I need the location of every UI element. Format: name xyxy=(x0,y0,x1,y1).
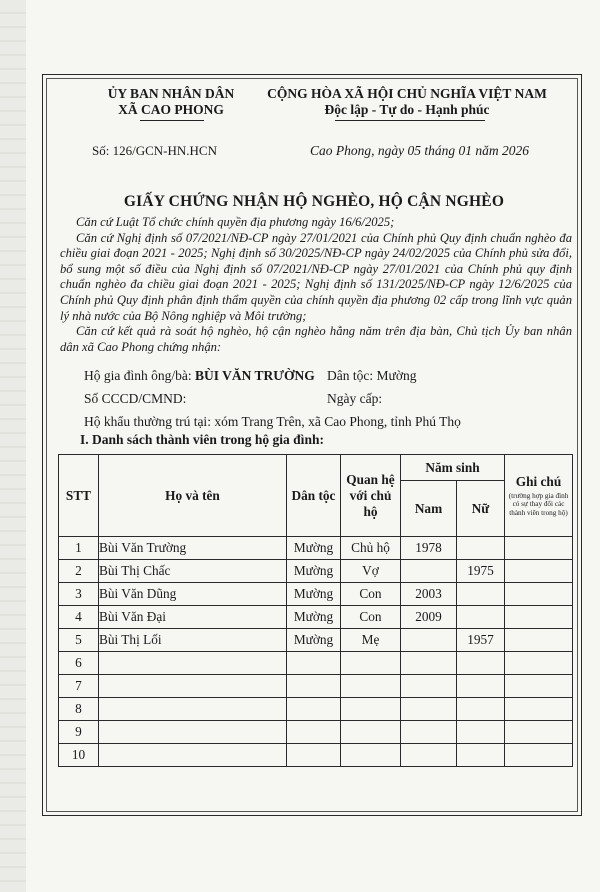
household-head-line xyxy=(84,368,315,384)
national-motto xyxy=(262,86,552,118)
cell-name: Bùi Văn Trường xyxy=(99,537,287,560)
cell-name xyxy=(99,721,287,744)
household-head-label: Hộ gia đình ông/bà: xyxy=(84,368,195,383)
col-birth-year-header: Năm sinh xyxy=(401,455,505,481)
cell-male xyxy=(401,652,457,675)
document-number: Số: 126/GCN-HN.HCN xyxy=(92,143,217,158)
cell-note xyxy=(505,675,573,698)
scan-binding-edge xyxy=(0,0,26,892)
ethnicity-value: Mường xyxy=(376,368,417,383)
cell-ethnicity: Mường xyxy=(287,537,341,560)
cell-male xyxy=(401,721,457,744)
cell-name: Bùi Văn Đại xyxy=(99,606,287,629)
table-row xyxy=(59,675,573,698)
cell-male xyxy=(401,744,457,767)
residence-value: xóm Trang Trên, xã Cao Phong, tỉnh Phú Thọ xyxy=(214,414,461,429)
cell-ethnicity: Mường xyxy=(287,583,341,606)
issue-date-label: Ngày cấp: xyxy=(327,391,383,406)
table-row xyxy=(59,744,573,767)
relation-header-line-2: với chủ hộ xyxy=(349,487,392,519)
cell-note xyxy=(505,744,573,767)
cell-name: Bùi Văn Dũng xyxy=(99,583,287,606)
place-and-date: Cao Phong, ngày 05 tháng 01 năm 2026 xyxy=(310,143,529,158)
document-title: GIẤY CHỨNG NHẬN HỘ NGHÈO, HỘ CẬN NGHÈO xyxy=(123,193,505,210)
cell-relation xyxy=(341,744,401,767)
legal-basis-2: Căn cứ Nghị định số 07/2021/NĐ-CP ngày 27/01/2021 của Chính phủ Quy định chuẩn nghèo đa chiều giai đoạn 2021 - 2025; Nghị định số 30/2025/NĐ-CP ngày 24/02/2025 của Chính phủ sửa đổi, bổ sung một số điều của Nghị định số 07/2021/NĐ-CP ngày 27/01/2021 của Chính phủ quy định chuẩn nghèo đa chiều giai đoạn 2021 - 2025; Nghị định số 131/2025/NĐ-CP ngày 12/6/2025 của Chính phủ Quy định phân định thẩm quyền của chính quyền địa phương 02 cấp trong lĩnh vực quản lý nhà nước của Bộ Nông nghiệp và Môi trường; xyxy=(60,230,572,323)
cell-stt: 3 xyxy=(59,583,99,606)
cell-name xyxy=(99,744,287,767)
table-row xyxy=(59,606,573,629)
cell-relation: Chủ hộ xyxy=(341,537,401,560)
authority-line-2: XÃ CAO PHONG xyxy=(118,102,224,117)
cell-stt: 5 xyxy=(59,629,99,652)
cell-relation: Con xyxy=(341,606,401,629)
cell-ethnicity xyxy=(287,675,341,698)
cell-stt: 2 xyxy=(59,560,99,583)
col-ethnicity-header: Dân tộc xyxy=(287,455,341,537)
legal-basis-1: Căn cứ Luật Tổ chức chính quyền địa phương ngày 16/6/2025; xyxy=(76,215,395,229)
id-number-label: Số CCCD/CMND: xyxy=(84,391,187,406)
cell-name xyxy=(99,652,287,675)
cell-ethnicity xyxy=(287,744,341,767)
cell-female xyxy=(457,537,505,560)
cell-relation xyxy=(341,698,401,721)
cell-male xyxy=(401,629,457,652)
note-header-label: Ghi chú xyxy=(515,474,562,490)
cell-female: 1975 xyxy=(457,560,505,583)
cell-ethnicity: Mường xyxy=(287,629,341,652)
cell-female xyxy=(457,744,505,767)
table-row xyxy=(59,583,573,606)
cell-relation xyxy=(341,675,401,698)
residence-line xyxy=(84,414,461,430)
note-header-subtext: (trường hợp gia đình có sự thay đổi các thành viên trong hộ) xyxy=(508,492,569,517)
cell-ethnicity: Mường xyxy=(287,560,341,583)
cell-note xyxy=(505,537,573,560)
cell-name: Bùi Thị Lối xyxy=(99,629,287,652)
cell-note xyxy=(505,606,573,629)
cell-ethnicity: Mường xyxy=(287,606,341,629)
cell-note xyxy=(505,698,573,721)
table-row xyxy=(59,721,573,744)
cell-female xyxy=(457,606,505,629)
cell-name: Bùi Thị Chấc xyxy=(99,560,287,583)
cell-ethnicity xyxy=(287,652,341,675)
cell-female: 1957 xyxy=(457,629,505,652)
cell-male xyxy=(401,698,457,721)
table-row xyxy=(59,537,573,560)
col-female-header: Nữ xyxy=(457,481,505,537)
issuing-authority xyxy=(96,86,246,118)
col-stt-header: STT xyxy=(59,455,99,537)
residence-label: Hộ khẩu thường trú tại: xyxy=(84,414,215,429)
cell-male xyxy=(401,675,457,698)
nation-line-1: CỘNG HÒA XÃ HỘI CHỦ NGHĨA VIỆT NAM xyxy=(267,86,547,101)
cell-note xyxy=(505,583,573,606)
cell-name xyxy=(99,698,287,721)
legal-basis-3: Căn cứ kết quả rà soát hộ nghèo, hộ cận nghèo hằng năm trên địa bàn, Chủ tịch Ủy ban nhân dân xã Cao Phong chứng nhận: xyxy=(60,324,572,354)
col-relation-header xyxy=(341,455,401,537)
col-note-header xyxy=(505,455,573,537)
cell-stt: 6 xyxy=(59,652,99,675)
table-row xyxy=(59,560,573,583)
cell-male xyxy=(401,560,457,583)
member-table xyxy=(58,454,573,767)
col-male-header: Nam xyxy=(401,481,457,537)
cell-note xyxy=(505,652,573,675)
cell-female xyxy=(457,652,505,675)
cell-note xyxy=(505,560,573,583)
cell-relation: Con xyxy=(341,583,401,606)
cell-stt: 4 xyxy=(59,606,99,629)
cell-name xyxy=(99,675,287,698)
ethnicity-label: Dân tộc: xyxy=(327,368,377,383)
cell-male: 2009 xyxy=(401,606,457,629)
cell-relation: Vợ xyxy=(341,560,401,583)
member-list-heading: I. Danh sách thành viên trong hộ gia đình: xyxy=(80,432,324,447)
table-row xyxy=(59,698,573,721)
household-head-name: BÙI VĂN TRƯỜNG xyxy=(195,368,315,383)
relation-header-line-1: Quan hệ xyxy=(346,471,395,487)
cell-stt: 1 xyxy=(59,537,99,560)
cell-ethnicity xyxy=(287,698,341,721)
cell-relation xyxy=(341,652,401,675)
table-row xyxy=(59,629,573,652)
cell-female xyxy=(457,583,505,606)
cell-relation: Mẹ xyxy=(341,629,401,652)
ethnicity-line xyxy=(327,368,416,384)
cell-male: 1978 xyxy=(401,537,457,560)
col-name-header: Họ và tên xyxy=(99,455,287,537)
motto-underline xyxy=(335,120,485,121)
table-row xyxy=(59,652,573,675)
cell-relation xyxy=(341,721,401,744)
cell-female xyxy=(457,675,505,698)
cell-ethnicity xyxy=(287,721,341,744)
cell-note xyxy=(505,629,573,652)
legal-basis xyxy=(60,215,572,355)
cell-stt: 8 xyxy=(59,698,99,721)
cell-note xyxy=(505,721,573,744)
cell-stt: 9 xyxy=(59,721,99,744)
cell-female xyxy=(457,721,505,744)
cell-female xyxy=(457,698,505,721)
cell-stt: 7 xyxy=(59,675,99,698)
authority-line-1: ỦY BAN NHÂN DÂN xyxy=(107,86,235,101)
nation-line-2: Độc lập - Tự do - Hạnh phúc xyxy=(324,102,490,117)
authority-underline xyxy=(140,120,204,121)
cell-male: 2003 xyxy=(401,583,457,606)
cell-stt: 10 xyxy=(59,744,99,767)
